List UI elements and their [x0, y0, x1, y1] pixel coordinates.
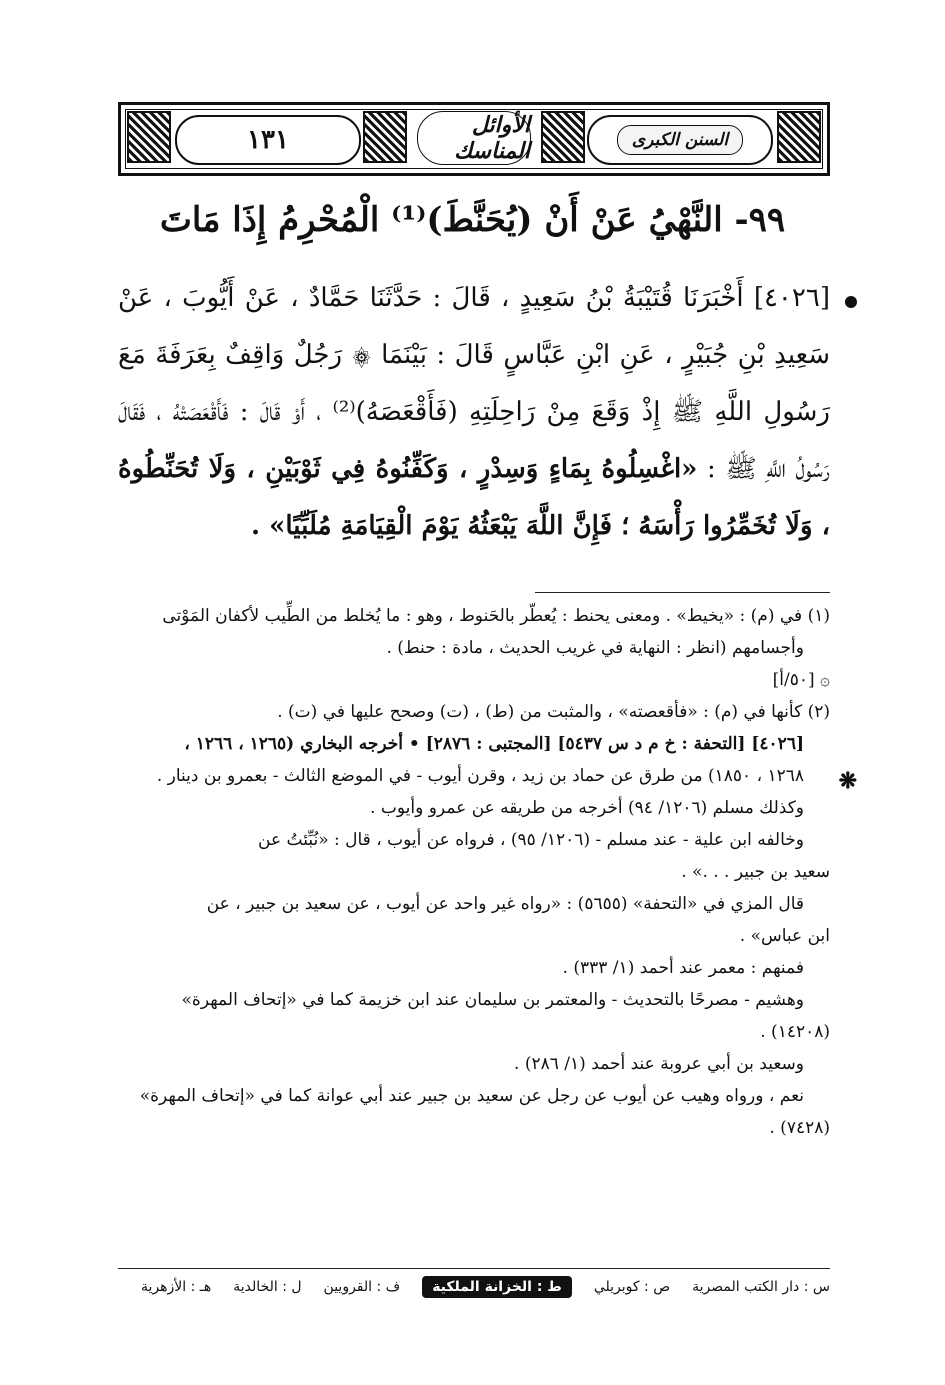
takhrij-line: وكذلك مسلم (١٢٠٦/ ٩٤) أخرجه من طريقه عن عمرو وأيوب . [370, 798, 804, 818]
takhrij-line: وخالفه ابن علية - عند مسلم - (١٢٠٦/ ٩٥) ، فرواه عن أيوب ، قال : «نُبِّئتُ عن [258, 830, 804, 850]
takhrij-line: ١٢٦٨ ، ١٨٥٠) من طرق عن حماد بن زيد ، وقرن أيوب - في الموضع الثالث - بعمرو بن دينار . [156, 766, 804, 786]
takhrij-line: سعيد بن جبير . . .» . [681, 862, 830, 882]
bullet-icon [845, 296, 857, 308]
running-title: الأوائل المناسك [417, 111, 531, 165]
footnote-line: وأجسامهم (انظر : النهاية في غريب الحديث ، مادة : حنط) . [386, 638, 804, 658]
manuscript-key-item: ص : كوبريلي [593, 1279, 671, 1295]
manuscript-key-item: س : دار الكتب المصرية [692, 1279, 830, 1295]
ornament-icon [541, 111, 585, 163]
takhrij-line: (١٤٢٠٨) . [760, 1022, 830, 1042]
ornament-icon [363, 111, 407, 163]
takhrij-line: (٧٤٢٨) . [769, 1118, 830, 1138]
footer-rule [118, 1268, 830, 1269]
footnote-line: (٢) كأنها في (م) : «فأقعصته» ، والمثبت من (ط) ، (ت) وصحح عليها في (ت) . [277, 702, 830, 722]
book-logo-text: السنن الكبرى [617, 125, 743, 155]
ornament-icon [777, 111, 821, 163]
ornament-icon [127, 111, 171, 163]
hadith-text [118, 270, 830, 555]
takhrij-line: نعم ، ورواه وهيب عن أيوب عن رجل عن سعيد بن جبير عند أبي عوانة كما في «إتحاف المهرة» [139, 1086, 804, 1106]
takhrij-line: وهشيم - مصرحًا بالتحديث - والمعتمر بن سليمان عند ابن خزيمة كما في «إتحاف المهرة» [181, 990, 804, 1010]
footnote-line: (١) في (م) : «يخيط» . ومعنى يحنط : يُعطّر بالحَنوط ، وهو : ما يُخلط من الطِّيب لأكفان المَوْتى [162, 606, 830, 626]
footnote-line: ۞ [٥٠/أ] [772, 670, 830, 690]
header-banner [118, 102, 830, 176]
manuscript-key [118, 1276, 830, 1298]
footnote-separator [535, 592, 830, 593]
star-icon: ❋ [838, 768, 857, 794]
chapter-title: ٩٩- النَّهْيُ عَنْ أَنْ (يُحَنَّطَ)⁽¹⁾ الْمُحْرِمُ إِذَا مَاتَ [159, 200, 786, 240]
manuscript-key-item: ف : القرويين [323, 1279, 401, 1295]
takhrij-line: ابن عباس» . [739, 926, 830, 946]
takhrij-line: وسعيد بن أبي عروبة عند أحمد (١/ ٢٨٦) . [514, 1054, 804, 1074]
takhrij-line: [٤٠٢٦] [التحفة : خ م د س ٥٤٣٧] [المجتبى : ٢٨٧٦] • أخرجه البخاري (١٢٦٥ ، ١٢٦٦ ، [184, 734, 804, 754]
hadith-ref: [٤٠٢٦] أَخْبَرَنَا [682, 283, 830, 313]
manuscript-key-item: هـ : الأزهرية [141, 1279, 212, 1295]
manuscript-key-highlight: ط : الخزانة الملكية [422, 1276, 572, 1298]
takhrij-line: قال المزي في «التحفة» (٥٦٥٥) : «رواه غير واحد عن أيوب ، عن سعيد بن جبير ، عن [206, 894, 804, 914]
book-logo [587, 115, 773, 165]
hadith-isnad: قُتَيْبَةُ بْنُ سَعِيدٍ ، قَالَ : حَدَّثَنَا حَمَّادٌ ، عَنْ أَيُّوبَ ، عَنْ سَعِيدِ بْنِ جُبَيْرٍ ، عَنِ ابْنِ عَبَّاسٍ قَالَ : بَيْنَمَا ۞ رَجُلٌ وَاقِفٌ بِعَرَفَةَ مَعَ رَسُولِ اللَّهِ ﷺ إِذْ وَقَعَ مِنْ رَاحِلَتِهِ (فَأَقْعَصَهُ)⁽²⁾ ، أَوْ قَالَ : فَأَقْعَصَتْهُ ، فَقَالَ رَسُولُ اللَّهِ ﷺ : [118, 283, 830, 484]
hadith-matn: «اغْسِلُوهُ بِمَاءٍ وَسِدْرٍ ، وَكَفِّنُوهُ فِي ثَوْبَيْنِ ، وَلَا تُحَنِّطُوهُ ، وَلَا تُخَمِّرُوا رَأْسَهُ ؛ فَإِنَّ اللَّهَ يَبْعَثُهُ يَوْمَ الْقِيَامَةِ مُلَبِّيًا» . [118, 454, 830, 541]
manuscript-key-item: ل : الخالدية [233, 1279, 302, 1295]
page-number: ١٣١ [175, 115, 361, 165]
footnotes [118, 600, 830, 1144]
takhrij-line: فمنهم : معمر عند أحمد (١/ ٣٣٣) . [562, 958, 804, 978]
